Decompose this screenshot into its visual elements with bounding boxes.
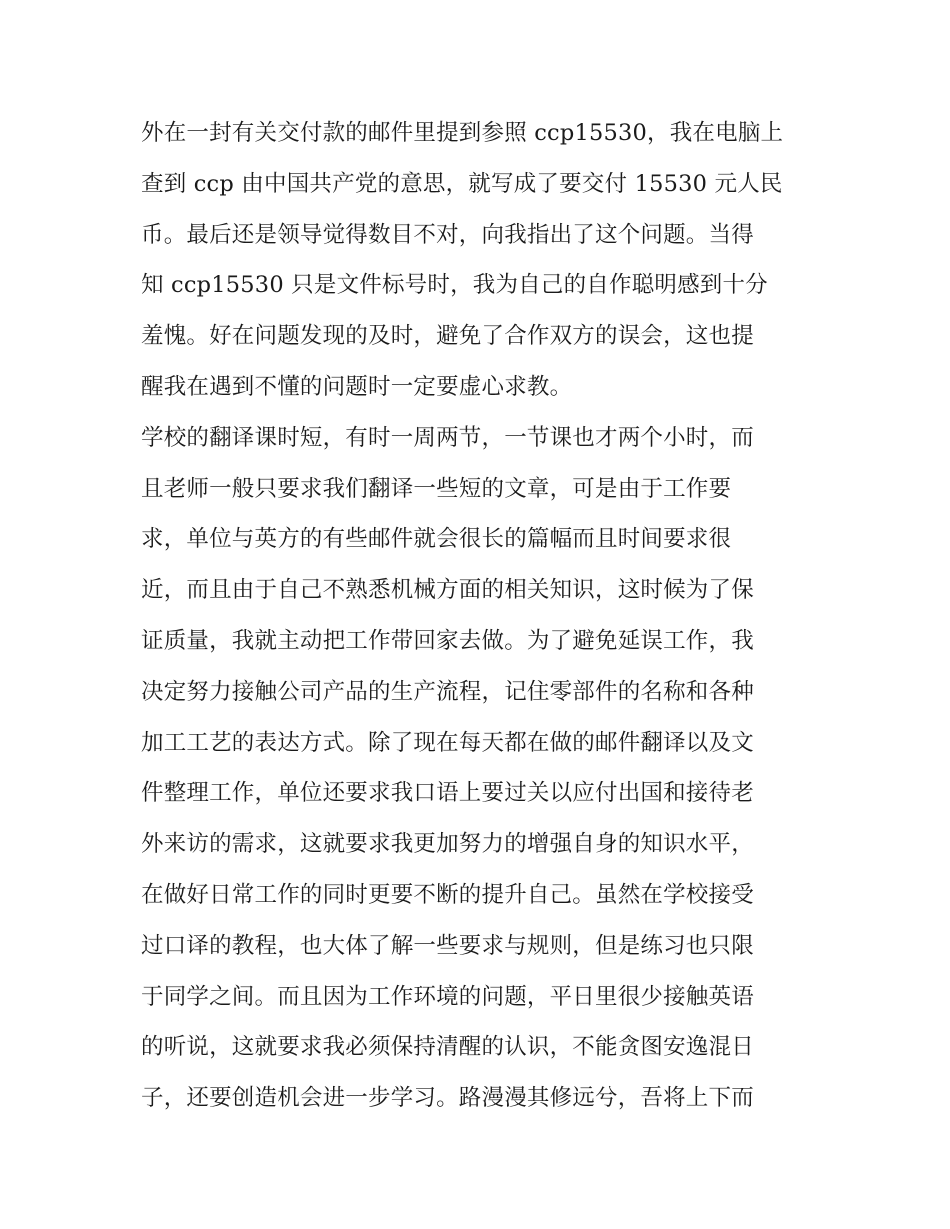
text-line: 知 ccp15530 只是文件标号时，我为自己的自作聪明感到十分 xyxy=(141,272,768,299)
text-line: 子，还要创造机会进一步学习。路漫漫其修远兮，吾将上下而 xyxy=(141,1085,754,1112)
text-line: 过口译的教程，也大体了解一些要求与规则，但是练习也只限 xyxy=(141,932,754,959)
text-line: 且老师一般只要求我们翻译一些短的文章，可是由于工作要 xyxy=(141,475,732,502)
text-line: 醒我在遇到不懂的问题时一定要虚心求教。 xyxy=(141,373,573,400)
document-body xyxy=(141,108,821,1124)
text-line: 外在一封有关交付款的邮件里提到参照 ccp15530，我在电脑上 xyxy=(141,120,784,146)
paragraph-1 xyxy=(141,108,821,413)
text-line: 决定努力接触公司产品的生产流程，记住零部件的名称和各种 xyxy=(141,678,754,705)
text-line: 加工工艺的表达方式。除了现在每天都在做的邮件翻译以及文 xyxy=(141,729,754,756)
text-line: 的听说，这就要求我必须保持清醒的认识，不能贪图安逸混日 xyxy=(141,1034,754,1061)
text-line: 查到 ccp 由中国共产党的意思，就写成了要交付 15530 元人民 xyxy=(141,170,783,197)
text-line: 学校的翻译课时短，有时一周两节，一节课也才两个小时，而 xyxy=(141,424,754,451)
text-line: 求，单位与英方的有些邮件就会很长的篇幅而且时间要求很 xyxy=(141,526,732,553)
text-line: 近，而且由于自己不熟悉机械方面的相关知识，这时候为了保 xyxy=(141,577,754,604)
text-line: 证质量，我就主动把工作带回家去做。为了避免延误工作，我 xyxy=(141,627,754,654)
text-line: 外来访的需求，这就要求我更加努力的增强自身的知识水平， xyxy=(141,831,754,858)
text-line: 于同学之间。而且因为工作环境的问题，平日里很少接触英语 xyxy=(141,983,754,1010)
paragraph-2 xyxy=(141,413,821,1124)
text-line: 币。最后还是领导觉得数目不对，向我指出了这个问题。当得 xyxy=(141,221,754,248)
text-line: 件整理工作，单位还要求我口语上要过关以应付出国和接待老 xyxy=(141,780,754,807)
text-line: 羞愧。好在问题发现的及时，避免了合作双方的误会，这也提 xyxy=(141,323,754,350)
text-line: 在做好日常工作的同时更要不断的提升自己。虽然在学校接受 xyxy=(141,881,754,908)
